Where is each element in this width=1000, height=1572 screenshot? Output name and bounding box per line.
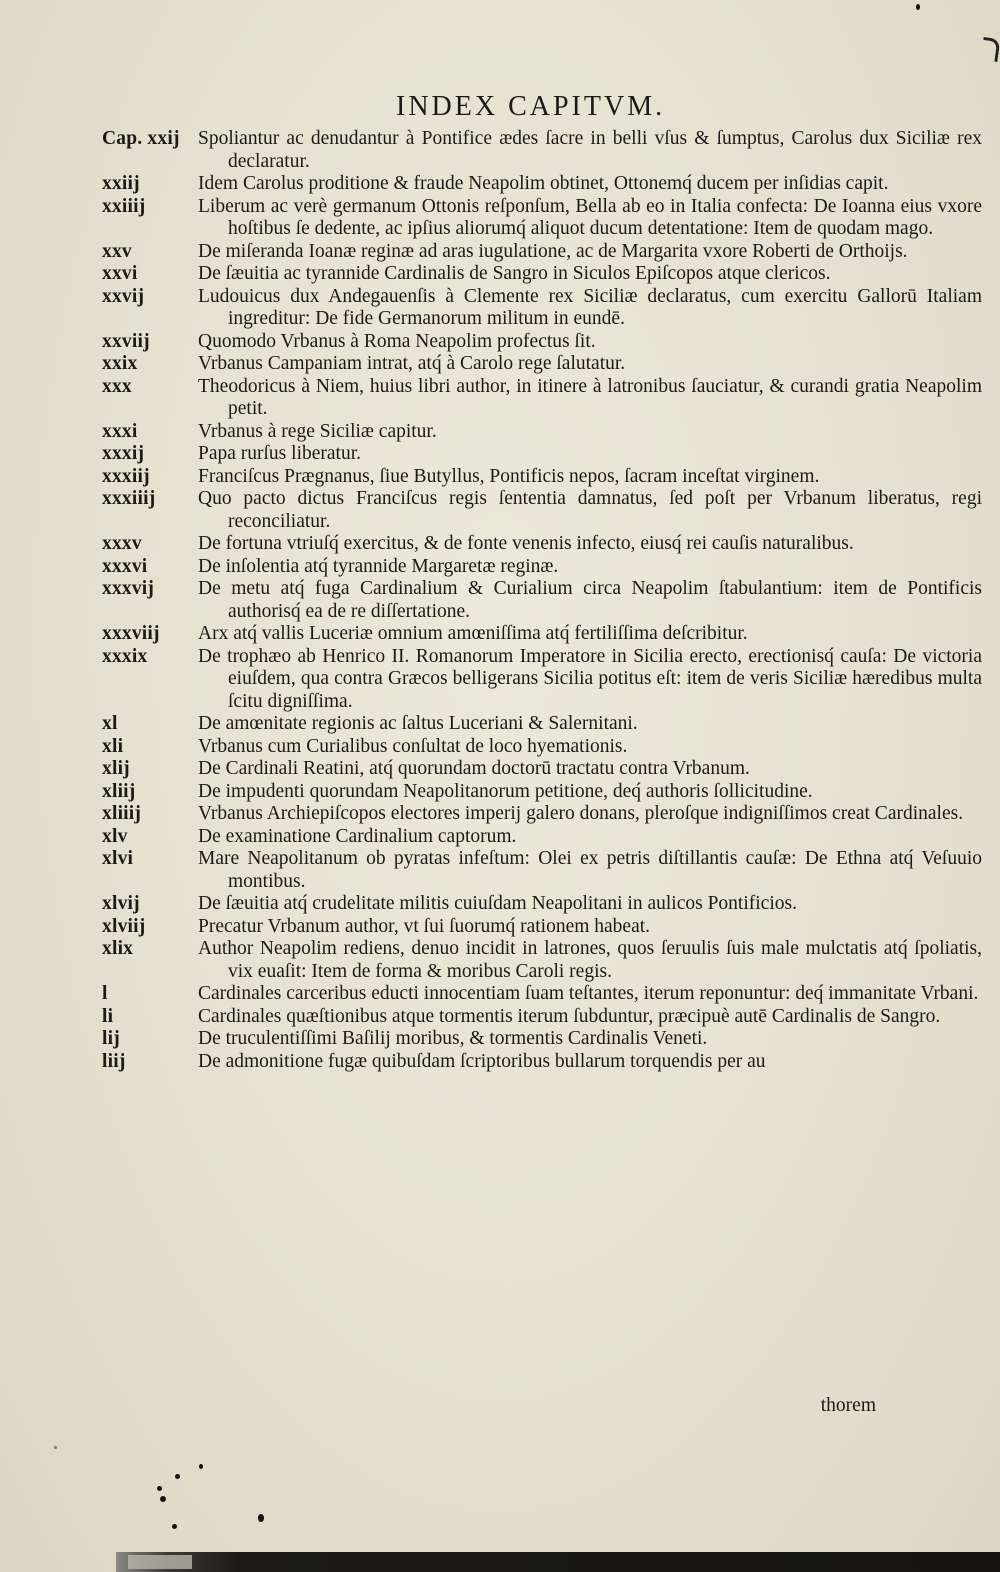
chapter-summary: De amœnitate regionis ac ſaltus Luceriani & Salernitani. — [198, 713, 638, 734]
chapter-summary: Liberum ac verè germanum Ottonis reſponſum, Bella ab eo in Italia confecta: De Ioanna eius vxore hoſtibus ſe dedente, ac ipſius aliorumq́ aliquot ducum detentatione: Item de quodam mago. — [198, 195, 982, 239]
chapter-summary: Cardinales quæſtionibus atque tormentis iterum ſubduntur, præcipuè autē Cardinalis de Sangro. — [198, 1005, 941, 1027]
chapter-index-list — [102, 128, 982, 1073]
chapter-summary: De ſæuitia ac tyrannide Cardinalis de Sangro in Siculos Epiſcopos atque clericos. — [198, 263, 831, 284]
chapter-summary: Vrbanus Archiepiſcopos electores imperij galero donans, pleroſque indigniſſimos creat Cardinales. — [198, 803, 964, 824]
chapter-number: xlviij — [102, 915, 146, 937]
chapter-number: xxxiij — [102, 465, 150, 487]
chapter-number: xxxiiij — [102, 488, 156, 509]
page-edge-shadow — [116, 1552, 1000, 1572]
chapter-summary: Vrbanus cum Curialibus conſultat de loco hyemationis. — [198, 735, 628, 757]
chapter-summary: De trophæo ab Henrico II. Romanorum Imperatore in Sicilia erecto, erectionisq́ cauſa: De victoria eiuſdem, qua contra Græcos belligerans Sicilia potitus eſt: item de veris Siciliæ hæredibus multa ſcitu digniſſima. — [198, 645, 982, 712]
chapter-number: xxvij — [102, 285, 145, 307]
index-entry — [102, 893, 982, 916]
chapter-summary: De examinatione Cardinalium captorum. — [198, 825, 517, 847]
chapter-summary: De impudenti quorundam Neapolitanorum petitione, deq́ authoris ſollicitudine. — [198, 780, 813, 802]
chapter-summary: De fortuna vtriuſq́ exercitus, & de fonte venenis infecto, eiusq́ rei cauſis naturalibus. — [198, 533, 854, 554]
index-entry — [102, 376, 982, 421]
chapter-number: xlix — [102, 938, 134, 959]
chapter-number: liij — [102, 1050, 126, 1072]
chapter-summary: De ſæuitia atq́ crudelitate militis cuiuſdam Neapolitani in aulicos Pontificios. — [198, 893, 797, 914]
chapter-number: xliiij — [102, 803, 142, 824]
index-entry — [102, 758, 982, 781]
index-entry — [102, 938, 982, 983]
chapter-summary: Mare Neapolitanum ob pyratas infeſtum: Olei ex petris diſtillantis cauſæ: De Ethna atq́ Veſuuio montibus. — [198, 848, 982, 892]
index-entry — [102, 128, 982, 173]
chapter-number: xlvij — [102, 893, 140, 914]
chapter-number: xliij — [102, 780, 136, 802]
ink-speck — [172, 1524, 177, 1529]
chapter-number: xxxij — [102, 443, 145, 464]
chapter-number: xli — [102, 735, 124, 757]
chapter-summary: Spoliantur ac denudantur à Pontifice ædes ſacre in belli vſus & ſumptus, Carolus dux Siciliæ rex declaratur. — [198, 128, 982, 172]
ink-speck — [258, 1514, 264, 1522]
chapter-number: xxvi — [102, 263, 138, 284]
index-entry — [102, 443, 982, 466]
index-entry — [102, 488, 982, 533]
chapter-number: xxxviij — [102, 623, 160, 644]
ink-speck — [916, 4, 920, 10]
index-entry — [102, 1006, 982, 1029]
index-entry — [102, 353, 982, 376]
chapter-number: xxxix — [102, 645, 148, 667]
chapter-summary: De metu atq́ fuga Cardinalium & Curialium circa Neapolim ſtabulantium: item de Pontificis authorisq́ ea de re diſſertatione. — [198, 578, 982, 622]
index-entry — [102, 623, 982, 646]
chapter-summary: Papa rurſus liberatur. — [198, 443, 361, 464]
catchword: thorem — [820, 1395, 876, 1416]
chapter-summary: De miſeranda Ioanæ reginæ ad aras iugulatione, ac de Margarita vxore Roberti de Orthoijs. — [198, 240, 908, 262]
chapter-summary: Ludouicus dux Andegauenſis à Clemente rex Siciliæ declaratus, cum exercitu Gallorū Italiam ingreditur: De fide Germanorum militum in eundē. — [198, 285, 982, 329]
chapter-summary: De truculentiſſimi Baſilij moribus, & tormentis Cardinalis Veneti. — [198, 1028, 708, 1049]
ink-speck — [199, 1464, 203, 1469]
chapter-summary: Quo pacto dictus Franciſcus regis ſententia damnatus, ſed poſt per Vrbanum liberatus, regi reconciliatur. — [198, 488, 982, 532]
index-entry — [102, 466, 982, 489]
index-entry — [102, 331, 982, 354]
chapter-number: li — [102, 1005, 114, 1027]
ink-speck — [175, 1474, 180, 1479]
chapter-summary: De admonitione fugæ quibuſdam ſcriptoribus bullarum torquendis per au — [198, 1050, 766, 1072]
index-entry — [102, 646, 982, 714]
chapter-number: xlv — [102, 825, 128, 847]
index-entry — [102, 916, 982, 939]
index-entry — [102, 556, 982, 579]
index-entry — [102, 1051, 982, 1074]
chapter-summary: Theodoricus à Niem, huius libri author, in itinere à latronibus ſauciatur, & curandi gratia Neapolim petit. — [198, 375, 982, 419]
chapter-number: xxiiij — [102, 195, 146, 217]
index-entry — [102, 263, 982, 286]
index-entry — [102, 533, 982, 556]
chapter-summary: Precatur Vrbanum author, vt ſui ſuorumq́ rationem habeat. — [198, 915, 651, 937]
chapter-summary: Arx atq́ vallis Luceriæ omnium amœniſſima atq́ fertiliſſima deſcribitur. — [198, 623, 748, 644]
index-entry — [102, 1028, 982, 1051]
chapter-summary: De Cardinali Reatini, atq́ quorundam doctorū tractatu contra Vrbanum. — [198, 758, 750, 779]
index-entry — [102, 983, 982, 1006]
index-entry — [102, 803, 982, 826]
chapter-number: xxxvi — [102, 555, 148, 577]
index-entry — [102, 781, 982, 804]
chapter-summary: Vrbanus à rege Siciliæ capitur. — [198, 420, 437, 442]
index-entry — [102, 196, 982, 241]
ink-speck — [160, 1496, 166, 1502]
chapter-number: xxx — [102, 375, 132, 397]
index-entry — [102, 848, 982, 893]
chapter-summary: De inſolentia atq́ tyrannide Margaretæ reginæ. — [198, 555, 559, 577]
chapter-summary: Vrbanus Campaniam intrat, atq́ à Carolo rege ſalutatur. — [198, 353, 626, 374]
page-edge-highlight — [128, 1555, 192, 1569]
chapter-number: xlvi — [102, 848, 134, 869]
index-entry — [102, 421, 982, 444]
chapter-number: Cap. xxij — [102, 128, 180, 149]
chapter-number: xxxv — [102, 533, 142, 554]
index-entry — [102, 713, 982, 736]
chapter-number: xxviij — [102, 330, 150, 352]
page-corner-mark — [980, 37, 1000, 62]
ink-speck — [54, 1446, 57, 1449]
chapter-number: xxix — [102, 353, 138, 374]
chapter-number: xxxvij — [102, 578, 155, 599]
index-entry — [102, 826, 982, 849]
chapter-number: xxiij — [102, 173, 140, 194]
index-entry — [102, 578, 982, 623]
chapter-number: xl — [102, 713, 118, 734]
chapter-summary: Franciſcus Prægnanus, ſiue Butyllus, Pontificis nepos, ſacram inceſtat virginem. — [198, 465, 820, 487]
index-entry — [102, 286, 982, 331]
chapter-number: xxxi — [102, 420, 138, 442]
chapter-summary: Author Neapolim rediens, denuo incidit in latrones, quos ſeruulis ſuis male mulctatis atq́ ſpoliatis, vix euaſit: Item de forma & moribus Caroli regis. — [198, 938, 982, 982]
chapter-summary: Quomodo Vrbanus à Roma Neapolim profectus ſit. — [198, 330, 596, 352]
index-entry — [102, 736, 982, 759]
chapter-summary: Idem Carolus proditione & fraude Neapolim obtinet, Ottonemq́ ducem per inſidias capit. — [198, 173, 889, 194]
chapter-number: l — [102, 983, 108, 1004]
ink-speck — [157, 1486, 162, 1491]
chapter-number: xxv — [102, 240, 132, 262]
chapter-number: lij — [102, 1028, 120, 1049]
index-entry — [102, 173, 982, 196]
index-entry — [102, 241, 982, 264]
page-title: INDEX CAPITVM. — [396, 91, 666, 122]
chapter-number: xlij — [102, 758, 130, 779]
chapter-summary: Cardinales carceribus educti innocentiam ſuam teſtantes, iterum reponuntur: deq́ immanitate Vrbani. — [198, 983, 979, 1004]
